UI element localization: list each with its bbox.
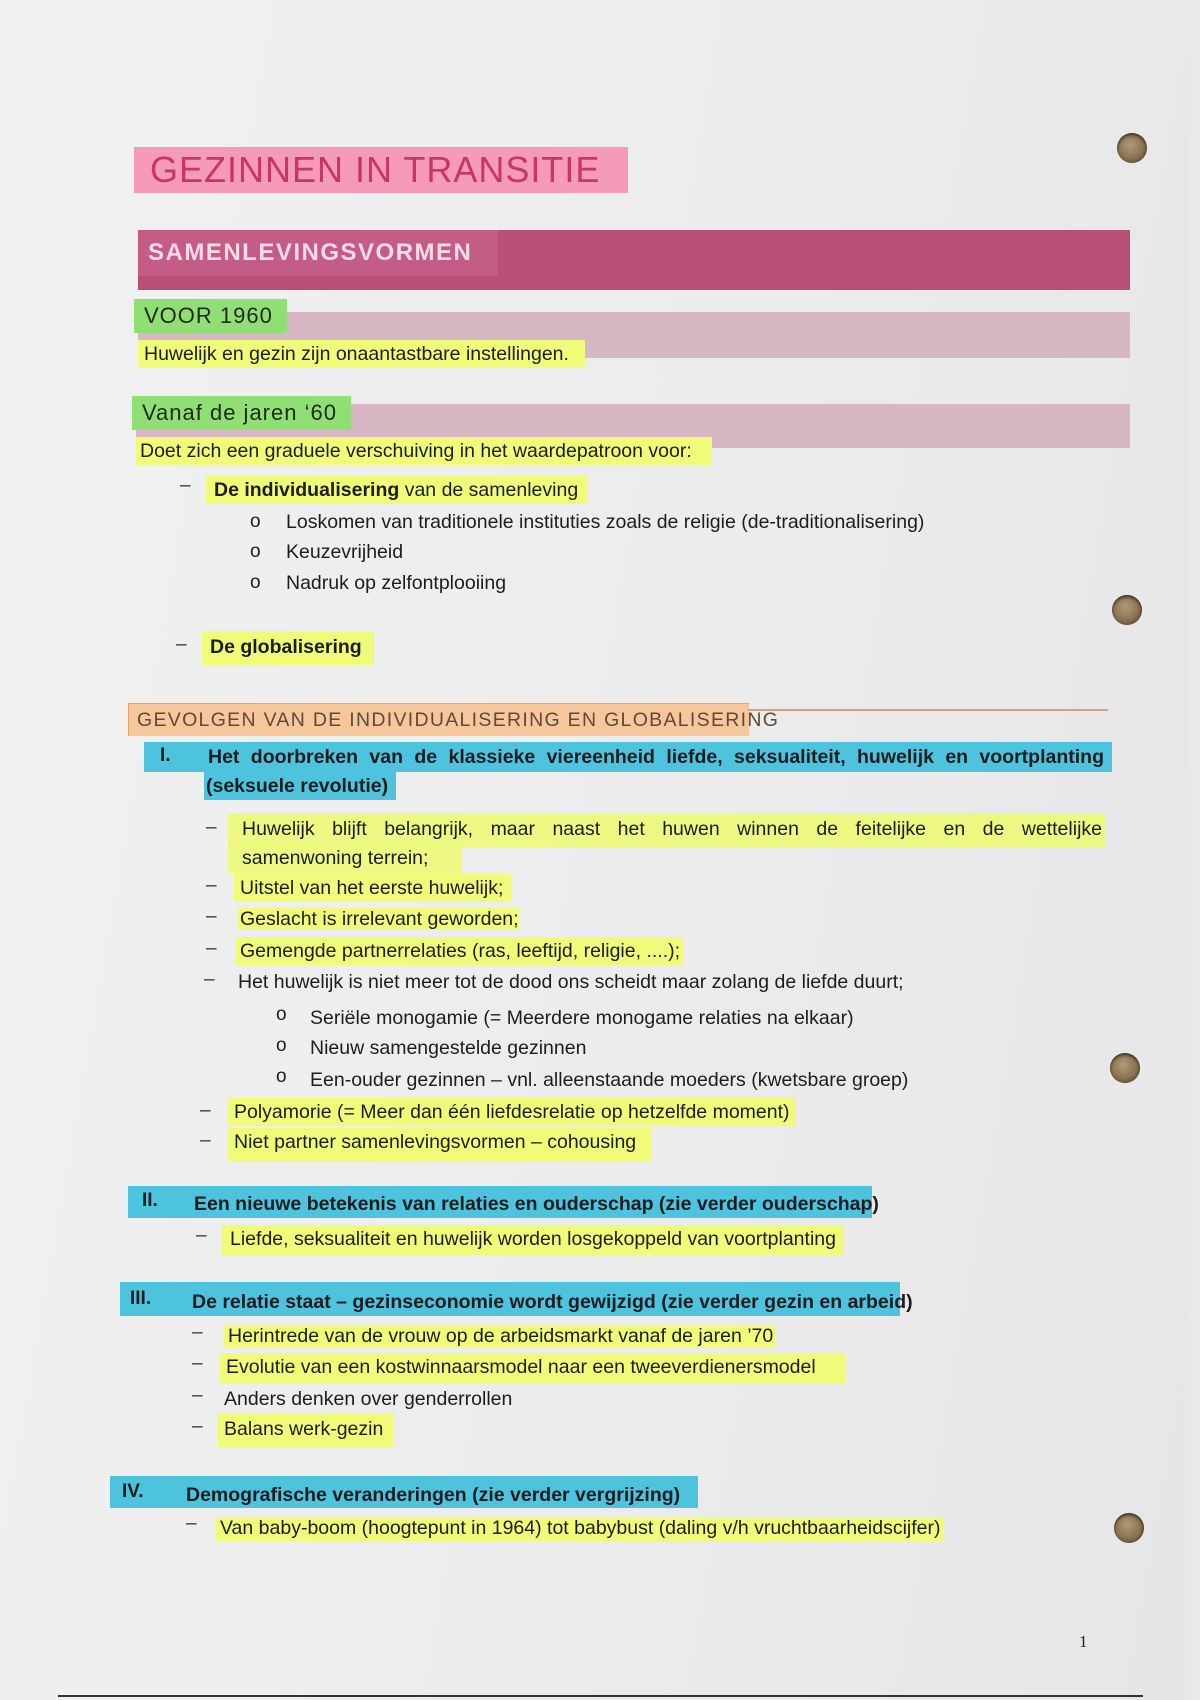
dash-bullet: –: [176, 634, 187, 655]
roman-numeral-IV: IV.: [122, 1481, 144, 1502]
sub-list-item: Keuzevrijheid: [286, 541, 404, 563]
list-item: Polyamorie (= Meer dan één liefdesrelatie op hetzelfde moment): [228, 1098, 796, 1126]
dash-bullet: –: [200, 1130, 211, 1151]
circle-bullet: o: [276, 1004, 287, 1025]
page-number: 1: [1079, 1632, 1088, 1651]
sub-list-item: Een-ouder gezinnen – vnl. alleenstaande moeders (kwetsbare groep): [310, 1069, 909, 1091]
sub-list-item: Loskomen van traditionele instituties zoals de religie (de-traditionalisering): [286, 511, 925, 533]
section-title: SAMENLEVINGSVORMEN: [148, 239, 473, 266]
list-item: [238, 905, 519, 933]
heading-rule: [748, 709, 1108, 711]
dash-bullet: –: [206, 906, 217, 927]
circle-bullet: o: [250, 541, 261, 562]
list-item-bold: De individualisering: [214, 479, 400, 501]
subsection-label-vanaf-60: Vanaf de jaren ‘60: [132, 396, 351, 430]
dash-bullet: –: [192, 1416, 203, 1437]
dash-bullet: –: [192, 1322, 203, 1343]
section-III-heading: De relatie staat – gezinseconomie wordt gewijzigd (zie verder gezin en arbeid): [192, 1291, 913, 1313]
list-item: Liefde, seksualiteit en huwelijk worden losgekoppeld van voortplanting: [222, 1225, 844, 1255]
list-item: Huwelijk blijft belangrijk, maar naast het huwen winnen de feitelijke en de wettelijke: [242, 818, 1102, 840]
punch-hole: [1110, 1053, 1140, 1083]
circle-bullet: o: [250, 511, 261, 532]
voor-1960-text: Huwelijk en gezin zijn onaantastbare instellingen.: [138, 340, 585, 368]
list-item: Evolutie van een kostwinnaarsmodel naar een tweeverdienersmodel: [220, 1353, 846, 1383]
subsection-label-voor-1960: VOOR 1960: [134, 299, 287, 333]
dash-bullet: –: [206, 938, 217, 959]
list-item: Uitstel van het eerste huwelijk;: [234, 874, 511, 902]
dash-bullet: –: [206, 817, 217, 838]
section-II-heading: Een nieuwe betekenis van relaties en ouderschap (zie verder ouderschap): [194, 1193, 879, 1215]
list-item: Het huwelijk is niet meer tot de dood ons scheidt maar zolang de liefde duurt;: [238, 971, 904, 993]
dash-bullet: –: [180, 475, 191, 496]
gevolgen-heading: GEVOLGEN VAN DE INDIVIDUALISERING EN GLOBALISERING: [137, 709, 780, 731]
list-item-text: Herintrede van de vrouw op de arbeidsmarkt vanaf de jaren ’70: [224, 1325, 775, 1347]
list-item-globalisering: De globalisering: [202, 631, 374, 665]
list-item: Balans werk-gezin: [218, 1413, 393, 1447]
list-item: Anders denken over genderrollen: [224, 1388, 513, 1410]
punch-hole: [1117, 133, 1147, 163]
list-item-text: Geslacht is irrelevant geworden;: [240, 908, 519, 930]
dash-bullet: –: [186, 1513, 197, 1534]
bottom-rule: [58, 1695, 1143, 1697]
dash-bullet: –: [204, 969, 215, 990]
punch-hole: [1114, 1513, 1144, 1543]
section-IV-heading: Demografische veranderingen (zie verder vergrijzing): [186, 1484, 681, 1506]
roman-numeral-II: II.: [142, 1190, 158, 1211]
sub-list-item: Nieuw samengestelde gezinnen: [310, 1037, 587, 1059]
dash-bullet: –: [192, 1385, 203, 1406]
list-item: Niet partner samenlevingsvormen – cohousing: [228, 1128, 652, 1162]
roman-numeral-I: I.: [160, 745, 171, 766]
dash-bullet: –: [206, 875, 217, 896]
sub-list-item: Seriële monogamie (= Meerdere monogame relaties na elkaar): [310, 1007, 854, 1029]
dash-bullet: –: [200, 1100, 211, 1121]
section-I-heading-cont: (seksuele revolutie): [206, 775, 389, 797]
list-item-text: Van baby-boom (hoogtepunt in 1964) tot babybust (daling v/h vruchtbaarheidscijfer): [216, 1517, 943, 1541]
section-I-heading: Het doorbreken van de klassieke viereenheid liefde, seksualiteit, huwelijk en voortplanting: [208, 746, 1104, 768]
roman-numeral-III: III.: [130, 1288, 152, 1309]
list-item: [206, 476, 588, 504]
punch-hole: [1112, 595, 1142, 625]
sub-list-item: Nadruk op zelfontplooiing: [286, 572, 507, 594]
circle-bullet: o: [276, 1066, 287, 1087]
dash-bullet: –: [196, 1225, 207, 1246]
dash-bullet: –: [192, 1353, 203, 1374]
document-title: GEZINNEN IN TRANSITIE: [134, 147, 628, 193]
list-item: [224, 1322, 775, 1350]
circle-bullet: o: [276, 1035, 287, 1056]
list-item: [216, 1514, 943, 1542]
list-item: Gemengde partnerrelaties (ras, leeftijd, religie, ....);: [236, 937, 684, 965]
list-item-cont: samenwoning terrein;: [242, 847, 429, 869]
circle-bullet: o: [250, 572, 261, 593]
list-item-rest: van de samenleving: [399, 479, 579, 501]
vanaf-60-intro: Doet zich een graduele verschuiving in het waardepatroon voor:: [136, 437, 712, 465]
